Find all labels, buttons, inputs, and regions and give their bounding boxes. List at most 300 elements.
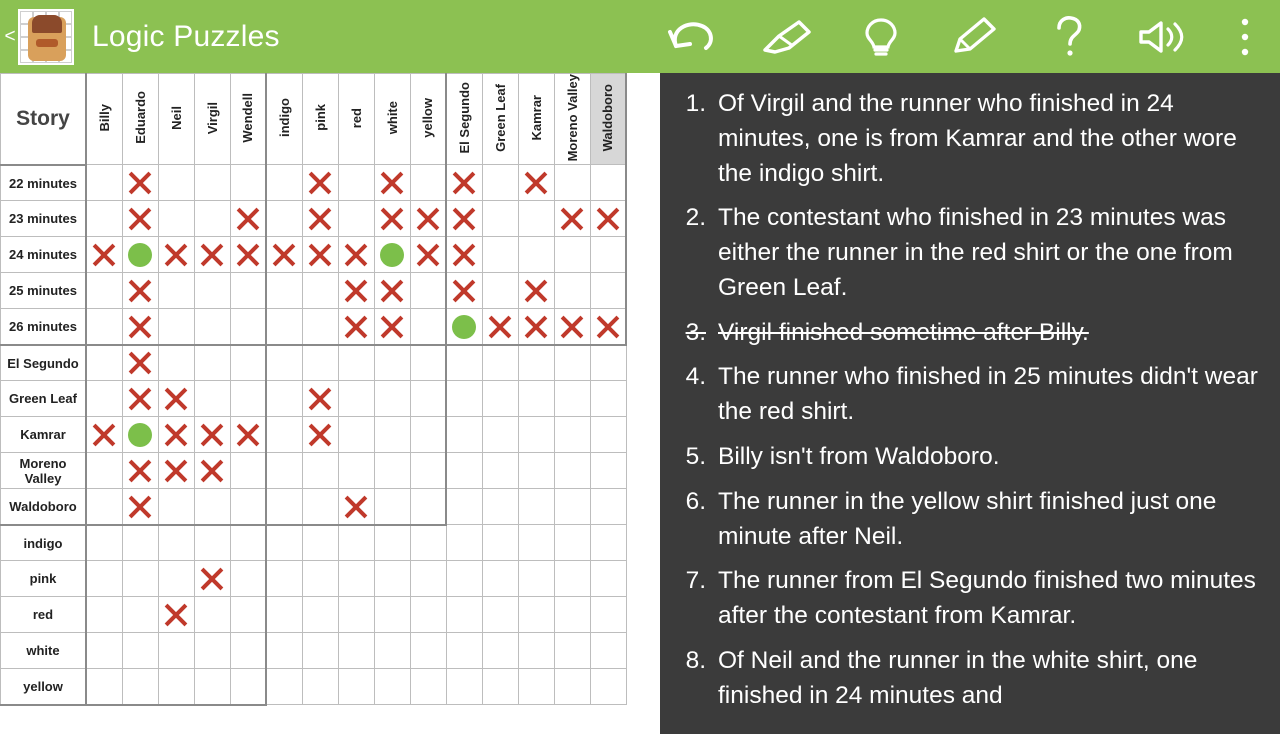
grid-cell[interactable] [158,561,194,597]
table-row[interactable] [1,309,627,345]
cross-mark-icon [375,165,410,200]
col-header-waldoboro[interactable] [590,74,626,165]
cross-mark-icon [591,309,626,344]
grid-cell[interactable] [230,345,266,381]
grid-spacer [518,381,554,417]
col-header-yellow[interactable] [410,74,446,165]
grid-cell[interactable] [122,309,158,345]
row-header[interactable]: pink [1,561,87,597]
cross-mark-icon [123,201,158,236]
grid-cell[interactable] [374,453,410,489]
grid-spacer [446,633,482,669]
cross-mark-icon [303,237,338,272]
col-header-el-segundo[interactable] [446,74,482,165]
grid-cell[interactable] [194,165,230,201]
grid-cell[interactable] [194,381,230,417]
clues-pane[interactable] [660,73,1280,734]
grid-cell[interactable] [590,237,626,273]
col-label: El Segundo [456,81,472,154]
clue-number: 5. [685,443,706,471]
table-row[interactable] [1,237,627,273]
row-header[interactable]: white [1,633,87,669]
cross-mark-icon [591,201,626,236]
col-label: Wendell [240,92,256,143]
grid-cell[interactable] [266,309,302,345]
grid-cell[interactable] [410,237,446,273]
cross-mark-icon [555,201,590,236]
grid-cell[interactable] [410,453,446,489]
grid-cell[interactable] [194,633,230,669]
row-header[interactable]: red [1,597,87,633]
grid-cell[interactable] [410,165,446,201]
grid-cell[interactable] [194,489,230,525]
cross-mark-icon [123,165,158,200]
grid-spacer [410,597,446,633]
grid-cell[interactable] [158,597,194,633]
col-label: Neil [168,105,184,130]
grid-spacer [590,453,626,489]
grid-cell[interactable] [194,561,230,597]
grid-cell[interactable] [86,201,122,237]
grid-cell[interactable] [86,453,122,489]
grid-cell[interactable] [122,345,158,381]
grid-cell[interactable] [122,597,158,633]
grid-cell[interactable] [482,273,518,309]
grid-cell[interactable] [374,489,410,525]
grid-cell[interactable] [482,237,518,273]
grid-cell[interactable] [446,201,482,237]
grid-spacer [482,345,518,381]
col-label: Billy [96,103,112,132]
grid-cell[interactable] [122,273,158,309]
grid-spacer [410,561,446,597]
grid-cell[interactable] [302,201,338,237]
grid-cell[interactable] [266,381,302,417]
grid-cell[interactable] [122,561,158,597]
grid-cell[interactable] [86,165,122,201]
grid-spacer [266,597,302,633]
col-label: Moreno Valley [564,74,580,162]
grid-cell[interactable] [482,201,518,237]
grid-cell[interactable] [518,237,554,273]
row-header[interactable]: El Segundo [1,345,87,381]
grid-cell[interactable] [446,237,482,273]
grid-cell[interactable] [86,273,122,309]
grid-cell[interactable] [86,633,122,669]
puzzle-grid-pane[interactable] [0,73,660,734]
grid-cell[interactable] [158,525,194,561]
clue-text: Virgil finished sometime after Billy. [718,318,1089,346]
grid-spacer [338,561,374,597]
app-header [0,0,1280,73]
clue-item[interactable] [674,485,1262,555]
grid-cell[interactable] [194,597,230,633]
clue-text: The contestant who finished in 23 minutes was either the runner in the red shirt or the one from Green Leaf. [718,204,1233,301]
grid-spacer [266,669,302,705]
row-header[interactable]: Green Leaf [1,381,87,417]
grid-cell[interactable] [266,453,302,489]
grid-spacer [518,669,554,705]
col-header-eduardo[interactable] [122,74,158,165]
grid-cell[interactable] [518,309,554,345]
grid-cell[interactable] [86,309,122,345]
clue-number: 2. [685,204,706,232]
grid-spacer [590,525,626,561]
cross-mark-icon [519,165,554,200]
grid-cell[interactable] [158,489,194,525]
grid-cell[interactable] [374,165,410,201]
table-row[interactable] [1,381,627,417]
hint-bulb-icon[interactable] [834,0,928,73]
grid-cell[interactable] [86,417,122,453]
grid-cell[interactable] [86,345,122,381]
col-label: indigo [276,98,292,138]
grid-cell[interactable] [194,453,230,489]
cross-mark-icon [231,417,266,452]
grid-cell[interactable] [266,489,302,525]
cross-mark-icon [87,237,122,272]
grid-cell[interactable] [590,309,626,345]
grid-spacer [554,381,590,417]
grid-cell[interactable] [338,201,374,237]
grid-cell[interactable] [158,669,194,705]
grid-cell[interactable] [266,273,302,309]
grid-cell[interactable] [266,237,302,273]
table-row[interactable] [1,417,627,453]
grid-cell[interactable] [518,273,554,309]
row-header[interactable]: yellow [1,669,87,705]
grid-cell[interactable] [230,309,266,345]
grid-cell[interactable] [86,525,122,561]
grid-cell[interactable] [158,381,194,417]
row-header[interactable]: 23 minutes [1,201,87,237]
cross-mark-icon [483,309,518,344]
table-row[interactable] [1,273,627,309]
grid-cell[interactable] [302,489,338,525]
grid-cell[interactable] [266,201,302,237]
clue-item[interactable] [674,440,1262,475]
clue-item[interactable] [674,316,1262,351]
grid-spacer [590,561,626,597]
grid-cell[interactable] [194,345,230,381]
grid-spacer [590,381,626,417]
grid-spacer [554,633,590,669]
grid-spacer [554,345,590,381]
grid-cell[interactable] [554,309,590,345]
grid-cell[interactable] [158,201,194,237]
story-button[interactable] [1,74,87,165]
grid-spacer [482,453,518,489]
grid-cell[interactable] [122,237,158,273]
grid-cell[interactable] [194,201,230,237]
table-row[interactable] [1,201,627,237]
grid-cell[interactable] [590,201,626,237]
grid-spacer [518,525,554,561]
grid-cell[interactable] [338,309,374,345]
grid-cell[interactable] [554,273,590,309]
cross-mark-icon [123,346,158,381]
grid-spacer [518,417,554,453]
cross-mark-icon [195,417,230,452]
col-label: Kamrar [528,94,544,141]
clue-number: 4. [685,363,706,391]
back-button[interactable]: < [4,25,16,47]
grid-cell[interactable] [410,309,446,345]
grid-cell[interactable] [122,381,158,417]
col-header-wendell[interactable] [230,74,266,165]
grid-cell[interactable] [302,453,338,489]
cross-mark-icon [411,201,446,236]
grid-cell[interactable] [230,453,266,489]
grid-cell[interactable] [446,309,482,345]
table-row[interactable] [1,345,627,381]
sound-icon[interactable] [1116,0,1210,73]
grid-spacer [338,525,374,561]
col-header-neil[interactable] [158,74,194,165]
grid-spacer [554,453,590,489]
grid-spacer [554,489,590,525]
col-header-green-leaf[interactable] [482,74,518,165]
cross-mark-icon [195,561,230,596]
grid-cell[interactable] [374,273,410,309]
grid-cell[interactable] [554,237,590,273]
grid-cell[interactable] [266,165,302,201]
table-row[interactable] [1,525,627,561]
grid-spacer [554,417,590,453]
grid-cell[interactable] [194,237,230,273]
grid-cell[interactable] [410,417,446,453]
grid-cell[interactable] [230,669,266,705]
grid-cell[interactable] [590,165,626,201]
grid-cell[interactable] [446,165,482,201]
grid-cell[interactable] [230,381,266,417]
grid-cell[interactable] [302,165,338,201]
table-row[interactable] [1,453,627,489]
grid-cell[interactable] [122,453,158,489]
grid-cell[interactable] [230,525,266,561]
grid-cell[interactable] [374,309,410,345]
grid-cell[interactable] [410,381,446,417]
grid-cell[interactable] [410,273,446,309]
grid-cell[interactable] [266,417,302,453]
grid-cell[interactable] [302,381,338,417]
grid-cell[interactable] [554,165,590,201]
grid-cell[interactable] [266,345,302,381]
grid-cell[interactable] [230,633,266,669]
clue-item[interactable] [674,360,1262,430]
cross-mark-icon [159,453,194,488]
row-header[interactable]: 24 minutes [1,237,87,273]
grid-spacer [338,633,374,669]
row-header[interactable]: Kamrar [1,417,87,453]
row-header[interactable]: indigo [1,525,87,561]
grid-cell[interactable] [374,345,410,381]
grid-cell[interactable] [86,669,122,705]
grid-body[interactable] [1,165,627,705]
grid-spacer [554,597,590,633]
pencil-icon[interactable] [928,0,1022,73]
row-header[interactable]: 22 minutes [1,165,87,201]
grid-cell[interactable] [158,345,194,381]
grid-cell[interactable] [338,273,374,309]
grid-cell[interactable] [374,201,410,237]
grid-cell[interactable] [158,309,194,345]
col-label: red [348,107,364,128]
grid-cell[interactable] [518,201,554,237]
grid-cell[interactable] [590,273,626,309]
story-button-label: Story [1,77,85,161]
grid-cell[interactable] [158,237,194,273]
grid-cell[interactable] [122,669,158,705]
grid-cell[interactable] [194,309,230,345]
grid-spacer [518,453,554,489]
row-header[interactable]: 26 minutes [1,309,87,345]
table-row[interactable] [1,165,627,201]
grid-cell[interactable] [338,345,374,381]
col-header-moreno-valley[interactable] [554,74,590,165]
grid-cell[interactable] [230,561,266,597]
grid-cell[interactable] [122,417,158,453]
clue-item[interactable] [674,644,1262,714]
grid-cell[interactable] [482,165,518,201]
grid-cell[interactable] [86,237,122,273]
grid-spacer [554,525,590,561]
cross-mark-icon [303,417,338,452]
col-header-pink[interactable] [302,74,338,165]
col-header-billy[interactable] [86,74,122,165]
grid-cell[interactable] [230,417,266,453]
grid-cell[interactable] [230,165,266,201]
grid-cell[interactable] [158,633,194,669]
grid-spacer [446,489,482,525]
grid-cell[interactable] [158,417,194,453]
cross-mark-icon [303,201,338,236]
grid-cell[interactable] [86,561,122,597]
table-row[interactable] [1,633,627,669]
grid-spacer [590,345,626,381]
row-header[interactable]: Moreno Valley [1,453,87,489]
puzzle-grid[interactable] [0,73,627,706]
row-header[interactable]: 25 minutes [1,273,87,309]
grid-cell[interactable] [194,273,230,309]
grid-header-row [1,74,627,165]
col-header-white[interactable] [374,74,410,165]
help-question-icon[interactable] [1022,0,1116,73]
clue-text: The runner who finished in 25 minutes didn't wear the red shirt. [718,363,1258,426]
grid-cell[interactable] [158,453,194,489]
grid-cell[interactable] [302,309,338,345]
grid-cell[interactable] [230,237,266,273]
grid-spacer [446,597,482,633]
table-row[interactable] [1,669,627,705]
grid-cell[interactable] [302,345,338,381]
clue-text: The runner from El Segundo finished two minutes after the contestant from Kamrar. [718,567,1256,630]
grid-cell[interactable] [122,489,158,525]
grid-cell[interactable] [86,489,122,525]
cross-mark-icon [339,489,374,524]
grid-cell[interactable] [86,381,122,417]
col-header-kamrar[interactable] [518,74,554,165]
grid-cell[interactable] [86,597,122,633]
grid-cell[interactable] [518,165,554,201]
grid-spacer [446,669,482,705]
col-header-indigo[interactable] [266,74,302,165]
col-label: pink [312,104,328,132]
cross-mark-icon [411,237,446,272]
grid-spacer [302,597,338,633]
grid-cell[interactable] [410,489,446,525]
grid-cell[interactable] [338,453,374,489]
grid-cell[interactable] [374,417,410,453]
cross-mark-icon [375,309,410,344]
clue-item[interactable] [674,201,1262,305]
grid-cell[interactable] [158,273,194,309]
grid-cell[interactable] [410,345,446,381]
table-row[interactable] [1,489,627,525]
grid-cell[interactable] [338,489,374,525]
grid-cell[interactable] [194,669,230,705]
grid-cell[interactable] [122,633,158,669]
col-header-virgil[interactable] [194,74,230,165]
grid-cell[interactable] [230,201,266,237]
grid-cell[interactable] [338,417,374,453]
grid-cell[interactable] [302,417,338,453]
cross-mark-icon [159,237,194,272]
table-row[interactable] [1,597,627,633]
grid-cell[interactable] [338,237,374,273]
grid-cell[interactable] [230,273,266,309]
circle-mark-icon [128,243,152,267]
grid-cell[interactable] [446,273,482,309]
grid-cell[interactable] [122,201,158,237]
grid-cell[interactable] [374,237,410,273]
grid-spacer [266,633,302,669]
grid-cell[interactable] [482,309,518,345]
clue-item[interactable] [674,87,1262,191]
grid-cell[interactable] [374,381,410,417]
col-header-red[interactable] [338,74,374,165]
grid-cell[interactable] [230,597,266,633]
cross-mark-icon [123,309,158,344]
grid-cell[interactable] [338,381,374,417]
grid-cell[interactable] [302,273,338,309]
grid-cell[interactable] [302,237,338,273]
table-row[interactable] [1,561,627,597]
col-label: Eduardo [132,91,148,145]
grid-spacer [482,525,518,561]
grid-cell[interactable] [158,165,194,201]
grid-cell[interactable] [410,201,446,237]
overflow-menu-icon[interactable] [1210,0,1280,73]
grid-spacer [410,525,446,561]
grid-spacer [374,561,410,597]
eraser-icon[interactable] [740,0,834,73]
grid-cell[interactable] [122,165,158,201]
grid-spacer [482,417,518,453]
grid-cell[interactable] [122,525,158,561]
undo-icon[interactable] [646,0,740,73]
grid-cell[interactable] [554,201,590,237]
row-header[interactable]: Waldoboro [1,489,87,525]
grid-spacer [302,561,338,597]
grid-cell[interactable] [230,489,266,525]
cross-mark-icon [231,201,266,236]
grid-cell[interactable] [194,417,230,453]
grid-cell[interactable] [338,165,374,201]
circle-mark-icon [128,423,152,447]
grid-cell[interactable] [194,525,230,561]
clue-item[interactable] [674,564,1262,634]
